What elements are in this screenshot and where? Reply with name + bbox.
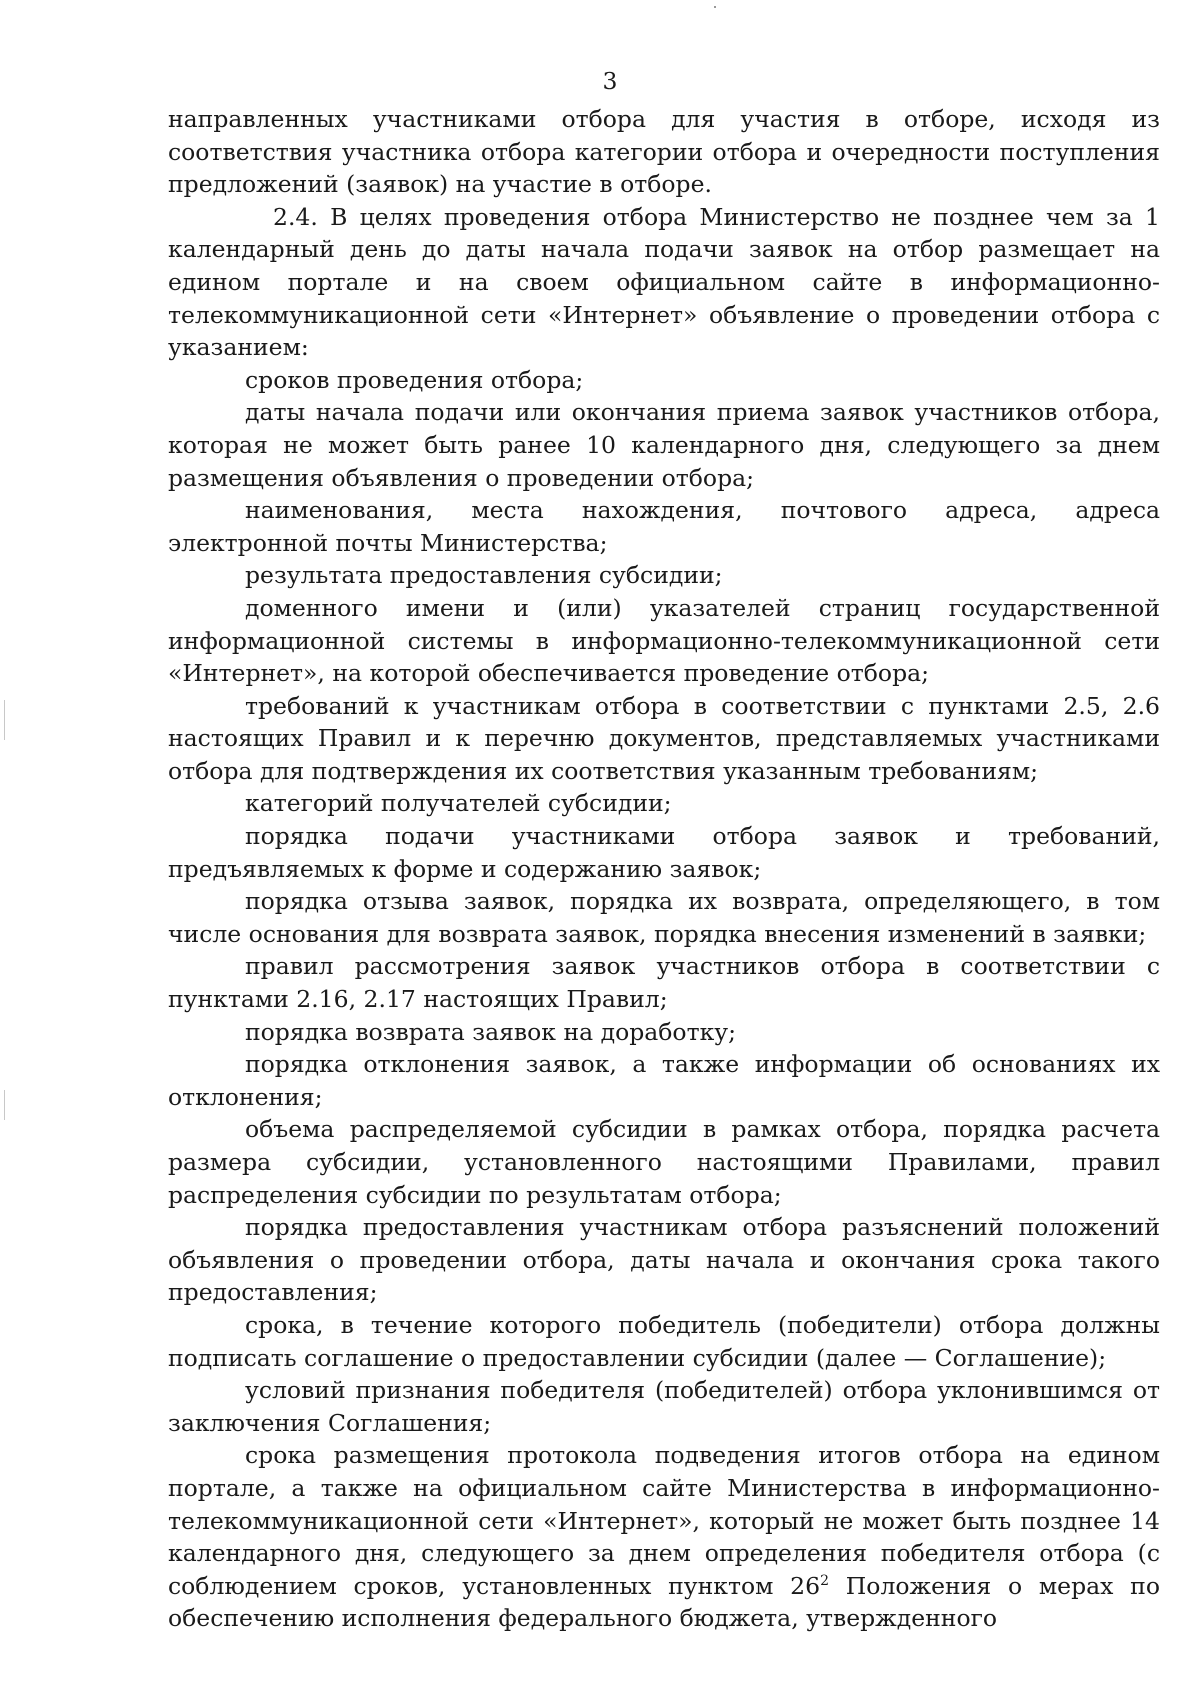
scan-edge-mark — [4, 1090, 5, 1120]
paragraph: направленных участниками отбора для участия в отборе, исходя из соответствия участника отбора категории отбора и очередности поступления предложений (заявок) на участие в отборе. — [168, 105, 1160, 199]
list-item: даты начала подачи или окончания приема заявок участников отбора, которая не может быть ранее 10 календарного дня, следующего за днем размещения объявления о проведении отбора; — [168, 398, 1160, 492]
list-item: сроков проведения отбора; — [245, 365, 584, 394]
list-item: объема распределяемой субсидии в рамках отбора, порядка расчета размера субсидии, установленного настоящими Правилами, правил распределения субсидии по результатам отбора; — [168, 1115, 1160, 1209]
list-item: наименования, места нахождения, почтового адреса, адреса электронной почты Министерства; — [168, 496, 1160, 557]
list-item: срока, в течение которого победитель (победители) отбора должны подписать соглашение о предоставлении субсидии (далее — Соглашение); — [168, 1310, 1160, 1372]
list-item: результата предоставления субсидии; — [245, 561, 723, 590]
list-item — [168, 1439, 1160, 1635]
list-item: правил рассмотрения заявок участников отбора в соответствии с пунктами 2.16, 2.17 настоящих Правил; — [168, 952, 1160, 1014]
footnote-superscript: 2 — [820, 1572, 830, 1589]
list-item: порядка предоставления участникам отбора разъяснений положений объявления о проведении отбора, даты начала и окончания срока такого предоставления; — [168, 1213, 1160, 1307]
list-item: порядка подачи участниками отбора заявок и требований, предъявляемых к форме и содержанию заявок; — [168, 822, 1160, 883]
list-item-text-continued: Положения о мерах по обеспечению исполнения федерального бюджета, утвержденного — [168, 1571, 1160, 1633]
list-item: категорий получателей субсидии; — [245, 789, 672, 818]
list-item: требований к участникам отбора в соответствии с пунктами 2.5, 2.6 настоящих Правил и к перечню документов, представляемых участниками отбора для подтверждения их соответствия указанным требованиям; — [168, 691, 1160, 785]
list-item: порядка возврата заявок на доработку; — [245, 1017, 737, 1046]
list-item: доменного имени и (или) указателей страниц государственной информационной системы в информационно-телекоммуникационной сети «Интернет», на которой обеспечивается проведение отбора; — [168, 593, 1160, 688]
list-item-text: срока размещения протокола подведения итогов отбора на едином портале, а также на официальном сайте Министерства в информационно-телекоммуникационной сети «Интернет», который не может быть позднее 14 календарного дня, следующего за днем определения победителя отбора (с соблюдением сроков, установленных пунктом 26 — [168, 1441, 1160, 1600]
document-body — [168, 103, 1160, 1635]
paragraph: 2.4. В целях проведения отбора Министерство не позднее чем за 1 календарный день до даты начала подачи заявок на отбор размещает на едином портале и на своем официальном сайте в информационно-телекоммуникационной сети «Интернет» объявление о проведении отбора с указанием: — [168, 202, 1160, 362]
list-item: порядка отклонения заявок, а также информации об основаниях их отклонения; — [168, 1050, 1160, 1111]
page-number: 3 — [602, 67, 618, 95]
list-item: условий признания победителя (победителей) отбора уклонившимся от заключения Соглашения; — [168, 1376, 1160, 1437]
list-item: порядка отзыва заявок, порядка их возврата, определяющего, в том числе основания для возврата заявок, порядка внесения изменений в заявки; — [168, 887, 1160, 948]
scan-dot — [714, 6, 716, 8]
scan-edge-mark — [4, 700, 5, 740]
